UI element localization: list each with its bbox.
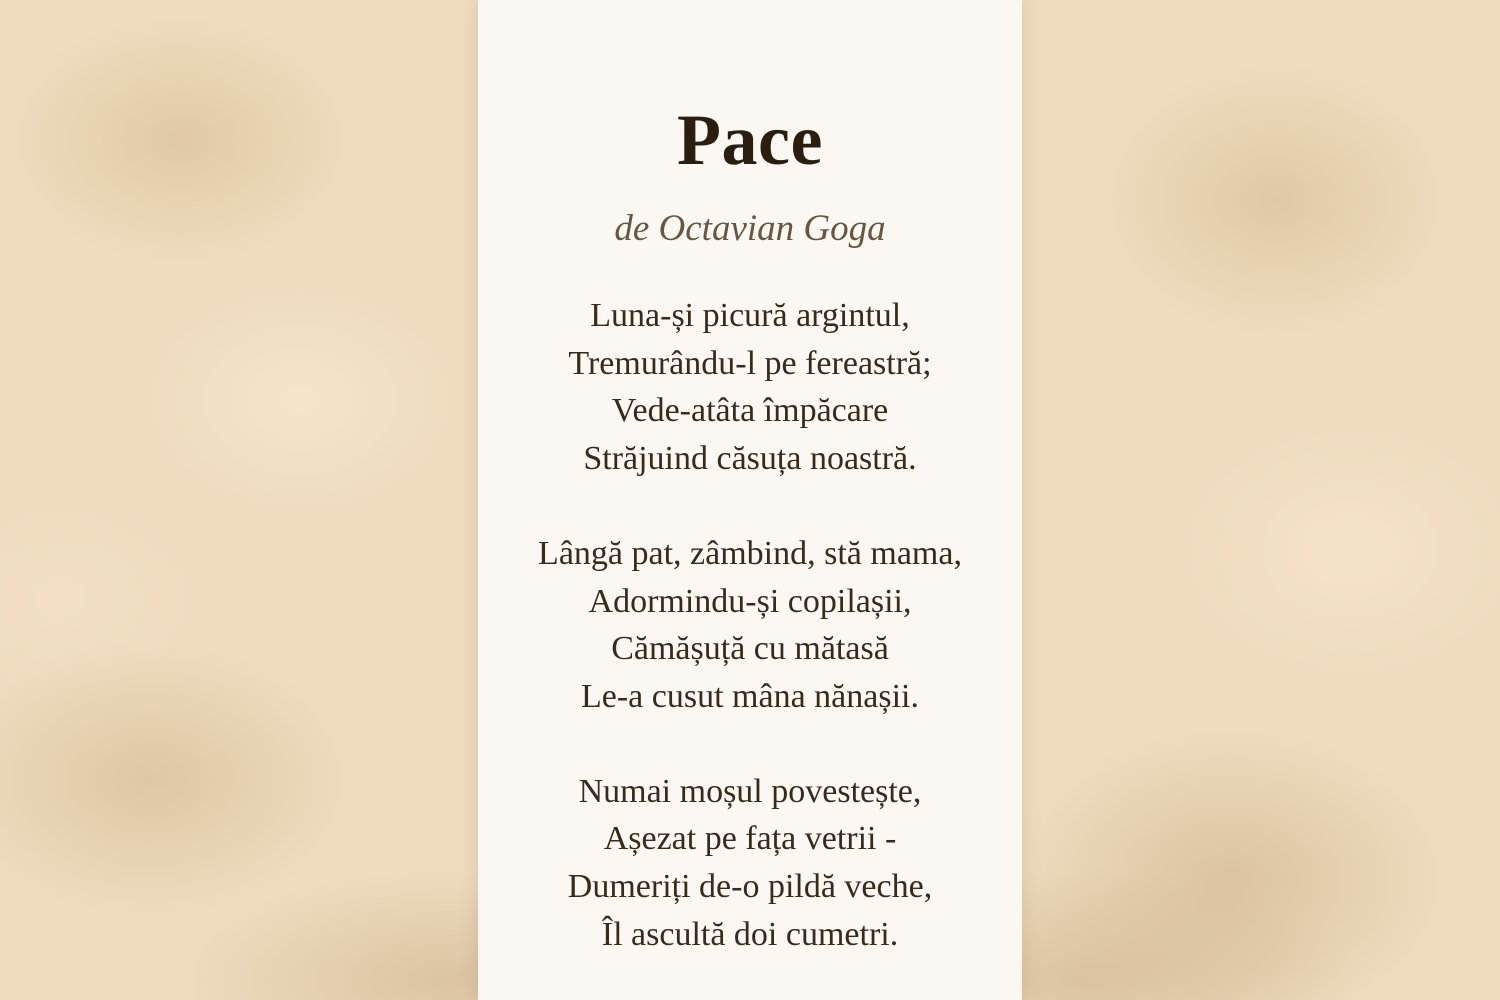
verse-line: Numai moșul povestește, (578, 772, 922, 810)
verse-line: Adormindu-și copilașii, (588, 582, 912, 620)
verse-line: Tremurându-l pe fereastră; (568, 344, 932, 382)
verse-line: Vede-atâta împăcare (611, 392, 889, 430)
verse-line: Așezat pe fața vetrii - (603, 820, 897, 858)
poem-title: Pace (677, 100, 823, 180)
stanza-1 (478, 292, 1022, 483)
verse-line: Cămășuță cu mătasă (611, 630, 889, 668)
verse-line: Lângă pat, zâmbind, stă mama, (538, 534, 962, 572)
stanza-3 (478, 768, 1022, 959)
verse-line: Îl ascultă doi cumetri. (601, 915, 899, 953)
stanza-2 (478, 530, 1022, 721)
verse-line: Luna-și picură argintul, (590, 297, 910, 334)
poem-sheet (478, 0, 1022, 1000)
poem-author: de Octavian Goga (614, 208, 886, 249)
verse-line: Dumeriți de-o pildă veche, (567, 868, 933, 906)
verse-line: Le-a cusut mâna nănașii. (581, 677, 919, 715)
verse-line: Străjuind căsuța noastră. (583, 440, 917, 478)
poem-body (478, 292, 1022, 958)
